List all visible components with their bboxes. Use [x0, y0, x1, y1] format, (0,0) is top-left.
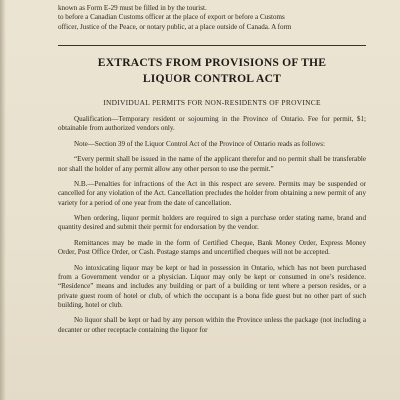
text-line: known as Form E-29 must be filled in by the tourist. [58, 4, 207, 12]
paragraph: Remittances may be made in the form of Certified Cheque, Bank Money Order, Express Money Order, Post Office Order, or Cash. Postage stamps and uncertified cheques will not be accepted. [58, 238, 366, 257]
text-line: to before a Canadian Customs officer at the place of export or before a Customs [58, 13, 285, 22]
paragraph: Qualification—Temporary resident or sojourning in the Province of Ontario. Fee for permit, $1; obtainable from authorized vendors only. [58, 115, 366, 133]
section-title [58, 55, 366, 86]
text-line: officer, Justice of the Peace, or notary public, at a place outside of Canada. A form [58, 22, 292, 31]
paragraph: Note—Section 39 of the Liquor Control Act of the Province of Ontario reads as follows: [74, 139, 325, 148]
subsection-heading: INDIVIDUAL PERMITS FOR NON-RESIDENTS OF PROVINCE [103, 98, 321, 107]
previous-section-text [58, 4, 366, 32]
paragraph: When ordering, liquor permit holders are required to sign a purchase order stating name, brand and quantity desired and submit their permit for endorsation by the vendor. [58, 214, 366, 232]
paragraph: No liquor shall be kept or had by any person within the Province unless the package (not including a decanter or other receptacle containing the liquor for [58, 316, 366, 334]
section-divider [58, 45, 366, 46]
title-line-1: EXTRACTS FROM PROVISIONS OF THE [97, 56, 327, 69]
paragraph: No intoxicating liquor may be kept or had in possession in Ontario, which has not been purchased from a Government vendor or a physician. Liquor may only be kept or consumed in one’s residence. “Residence” means and includes any building or part of a building or tent where a person resides, or a private guest room of hotel or club, of which the occupant is a bona fide guest but no other part of such building, hotel or club. [58, 263, 366, 309]
paragraph: N.B.—Penalties for infractions of the Act in this respect are severe. Permits may be suspended or cancelled for any violation of the Act. Cancellation precludes the holder from obtaining a new permit of any variety for a period of one year from the date of cancellation. [58, 180, 366, 207]
section-body [58, 115, 366, 341]
paragraph: “Every permit shall be issued in the name of the applicant therefor and no permit shall be transferable nor shall the holder of any permit allow any other person to use the permit.” [58, 155, 366, 173]
page-binding-shadow [0, 0, 6, 400]
title-line-2: LIQUOR CONTROL ACT [142, 71, 282, 85]
